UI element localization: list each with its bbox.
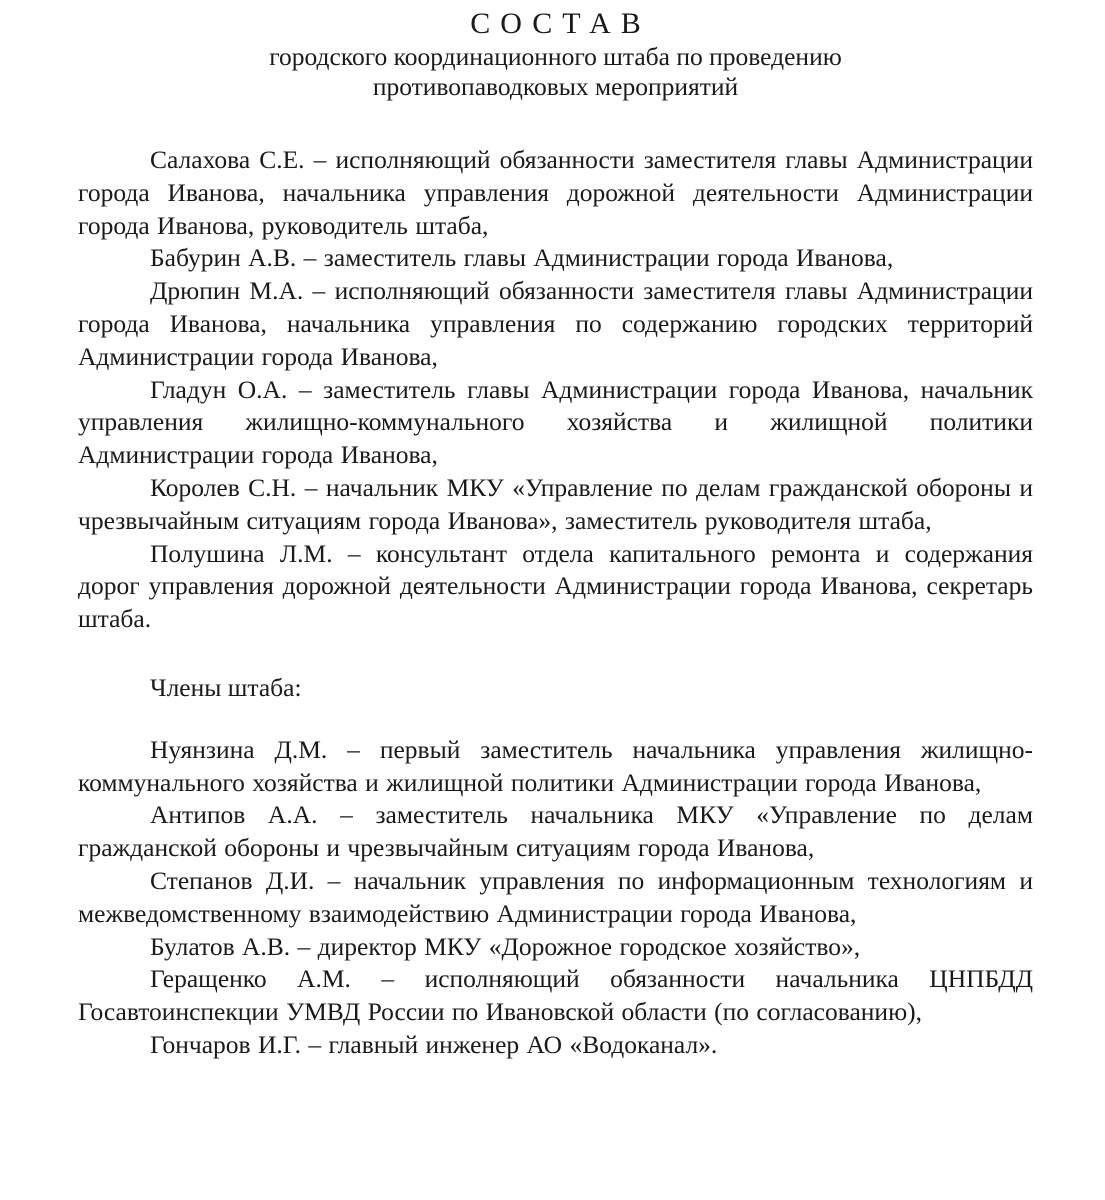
leadership-entry: Гладун О.А. – заместитель главы Администрации города Иванова, начальник управления жилищно-коммунального хозяйства и жилищной политики Администрации города Иванова, [78, 374, 1033, 470]
member-entry: Нуянзина Д.М. – первый заместитель начальника управления жилищно-коммунального хозяйства и жилищной политики Администрации города Иванова, [78, 734, 1033, 797]
leadership-entry: Бабурин А.В. – заместитель главы Администрации города Иванова, [150, 243, 894, 273]
member-entry: Степанов Д.И. – начальник управления по информационным технологиям и межведомственному взаимодействию Администрации города Иванова, [78, 865, 1033, 928]
member-entry: Антипов А.А. – заместитель начальника МКУ «Управление по делам гражданской обороны и чрезвычайным ситуациям города Иванова, [78, 800, 1033, 863]
document-subtitle-line-1: городского координационного штаба по проведению [269, 42, 842, 71]
member-entry: Геращенко А.М. – исполняющий обязанности начальника ЦНПБДД Госавтоинспекции УМВД России по Ивановской области (по согласованию), [78, 964, 1033, 1027]
leadership-entry: Полушина Л.М. – консультант отдела капитального ремонта и содержания дорог управления дорожной деятельности Администрации города Иванова, секретарь штаба. [78, 538, 1033, 634]
document-page [78, 0, 1033, 1062]
members-heading: Члены штаба: [150, 672, 302, 702]
document-subtitle-line-2: противопаводковых мероприятий [372, 72, 739, 101]
members-list [78, 734, 1033, 1062]
leadership-entry: Дрюпин М.А. – исполняющий обязанности заместителя главы Администрации города Иванова, начальника управления по содержанию городских территорий Администрации города Иванова, [78, 276, 1033, 371]
member-entry: Булатов А.В. – директор МКУ «Дорожное городское хозяйство», [150, 931, 861, 961]
leadership-list [78, 144, 1033, 636]
leadership-entry: Салахова С.Е. – исполняющий обязанности заместителя главы Администрации города Иванова, начальника управления дорожной деятельности Администрации города Иванова, руководитель штаба, [78, 145, 1033, 240]
leadership-entry: Королев С.Н. – начальник МКУ «Управление по делам гражданской обороны и чрезвычайным ситуациям города Иванова», заместитель руководителя штаба, [78, 472, 1033, 535]
document-title: СОСТАВ [470, 7, 651, 40]
member-entry: Гончаров И.Г. – главный инженер АО «Водоканал». [150, 1029, 718, 1059]
